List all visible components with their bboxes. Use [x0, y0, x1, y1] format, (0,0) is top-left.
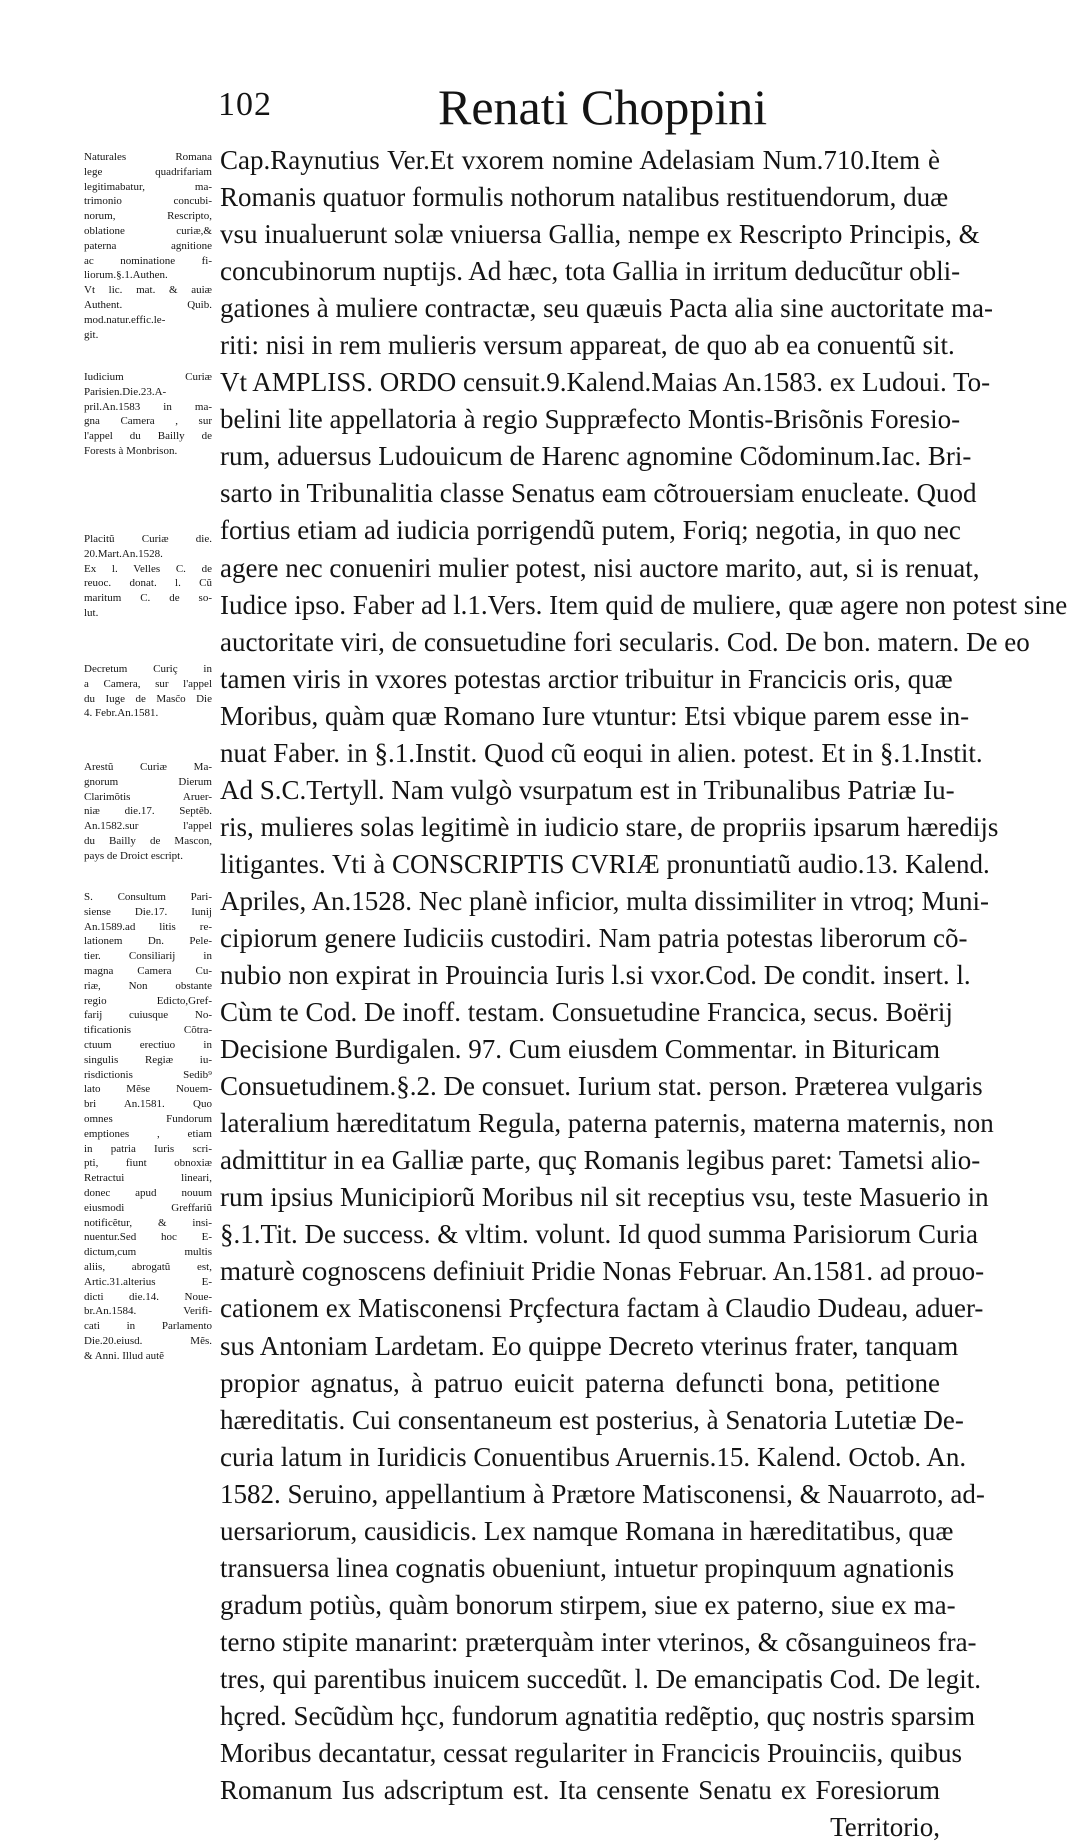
- margin-note-line: gnorum Dierum: [84, 775, 212, 788]
- text-line: rum, aduersus Ludouicum de Harenc agnomine Cõdominum.Iac. Bri-: [220, 441, 972, 472]
- margin-note-line: Ex l. Velles C. de: [84, 562, 212, 575]
- text-line: Consuetudinem.§.2. De consuet. Iurium stat. person. Præterea vulgaris: [220, 1071, 983, 1102]
- margin-note-line: in patria Iuris scri-: [84, 1142, 212, 1155]
- margin-note-line: Clarimõtis Aruer-: [84, 790, 212, 803]
- margin-note-line: Iudicium Curiæ: [84, 371, 212, 383]
- margin-note-line: Decretum Curiç in: [84, 663, 212, 675]
- margin-note-line: ctuum erectiuo in: [84, 1038, 212, 1051]
- margin-note-line: reuoc. donat. l. Cũ: [84, 577, 212, 590]
- text-line: hçred. Secũdùm hçc, fundorum agnatitia redẽptio, quç nostris sparsim: [220, 1700, 976, 1731]
- margin-note-line: dictum,cum multis: [84, 1246, 212, 1259]
- text-line: Vt AMPLISS. ORDO censuit.9.Kalend.Maias An.1583. ex Ludoui. To-: [220, 367, 991, 398]
- text-line: uersariorum, causidicis. Lex namque Romana in hæreditatibus, quæ: [220, 1515, 954, 1546]
- margin-note: [84, 760, 212, 864]
- text-line: Apriles, An.1528. Nec planè inficior, multa dissimiliter in vtroq; Muni-: [220, 885, 990, 916]
- margin-note-line: pti, fiunt obnoxiæ: [84, 1157, 212, 1170]
- margin-note-line: paterna agnitione: [84, 239, 212, 252]
- main-text-block: [220, 142, 1067, 1846]
- margin-note-line: Authent. Quib.: [84, 298, 212, 311]
- running-title: Renati Choppini: [438, 79, 768, 135]
- text-line: tres, qui parentibus inuicem succedũt. l. De emancipatis Cod. De legit.: [220, 1663, 982, 1694]
- text-line: belini lite appellatoria à regio Suppræfecto Montis-Brisõnis Foresio-: [220, 404, 961, 435]
- text-line: agere nec conueniri mulier potest, nisi auctore marito, aut, si is renuat,: [220, 552, 980, 583]
- margin-note-line: notificẽtur, & insi-: [84, 1216, 212, 1229]
- margin-note-line: eiusmodi Greffariũ: [84, 1201, 212, 1214]
- text-line: vsu inualuerunt solæ vniuersa Gallia, nempe ex Rescripto Principis, &: [220, 219, 980, 250]
- margin-note-line: emptiones , etiam: [84, 1127, 212, 1140]
- text-line: Iudice ipso. Faber ad l.1.Vers. Item quid de muliere, quæ agere non potest sine: [220, 589, 1067, 620]
- text-line: Romanis quatuor formulis nothorum natalibus restituendorum, duæ: [220, 182, 949, 213]
- text-line: nubio non expirat in Prouincia Iuris l.si vxor.Cod. De condit. insert. l.: [220, 960, 971, 991]
- margin-note-line: norum, Rescripto,: [84, 210, 212, 223]
- margin-note-line: Arestũ Curiæ Ma-: [84, 761, 212, 773]
- text-line: ris, mulieres solas legitimè in iudicio stare, de propriis ipsarum hæredijs: [220, 811, 999, 842]
- margin-note: [84, 150, 212, 342]
- margin-note-line: Naturales Romana: [84, 151, 212, 163]
- margin-note-line: tier. Consiliarij in: [84, 950, 212, 963]
- text-line: hæreditatis. Cui consentaneum est posterius, à Senatoria Lutetiæ De-: [220, 1404, 964, 1435]
- text-line: cipiorum genere Iudiciis custodiri. Nam patria potestas liberorum cõ-: [220, 922, 968, 953]
- margin-note-line: br.An.1584. Verifi-: [84, 1305, 212, 1318]
- margin-note-line: Forests à Monbrison.: [84, 444, 178, 457]
- text-line: transuersa linea cognatis obueniunt, intuetur propinquum agnationis: [220, 1552, 955, 1583]
- text-line: gradum potiùs, quàm bonorum stirpem, siue ex paterno, siue ex ma-: [220, 1589, 956, 1620]
- text-line: 1582. Seruino, appellantium à Prætore Matisconensi, & Nauarroto, ad-: [220, 1478, 985, 1509]
- text-line: litigantes. Vti à CONSCRIPTIS CVRIÆ pronuntiatũ audio.13. Kalend.: [220, 848, 990, 879]
- margin-note-line: oblatione curiæ,&: [84, 224, 212, 237]
- margin-note-line: Vt lic. mat. & auiæ: [84, 284, 212, 297]
- text-line: cationem ex Matisconensi Prçfectura factam à Claudio Dudeau, aduer-: [220, 1293, 984, 1324]
- text-line: Territorio,: [830, 1812, 940, 1843]
- margin-note-line: ac nominatione fi-: [84, 254, 212, 267]
- text-line: sus Antoniam Lardetam. Eo quippe Decreto vterinus frater, tanquam: [220, 1330, 959, 1361]
- margin-note: [84, 370, 212, 459]
- margin-note-line: du Iuge de Masc̃o Die: [84, 692, 212, 705]
- margin-note-line: singulis Regiæ iu-: [84, 1053, 212, 1066]
- text-line: Cùm te Cod. De inoff. testam. Consuetudine Francica, secus. Boërij: [220, 997, 953, 1028]
- margin-note-line: siense Die.17. Iunij: [84, 905, 212, 918]
- text-line: Moribus, quàm quæ Romano Iure vtuntur: Etsi vbique parem esse in-: [220, 700, 970, 731]
- margin-note-line: Artic.31.alterius E-: [84, 1275, 212, 1288]
- margin-note-line: niæ die.17. Septẽb.: [84, 805, 212, 818]
- margin-note-line: dicti die.14. Noue-: [84, 1290, 212, 1303]
- text-line: curia latum in Iuridicis Conuentibus Aruernis.15. Kalend. Octob. An.: [220, 1441, 967, 1472]
- text-line: Decisione Burdigalen. 97. Cum eiusdem Commentar. in Bituricam: [220, 1034, 940, 1065]
- margin-note-line: lut.: [84, 606, 99, 619]
- margin-note-line: Retractui lineari,: [84, 1172, 212, 1185]
- margin-note-line: & Anni. Illud autẽ: [84, 1349, 165, 1362]
- margin-note-line: mod.natur.effic.le-: [84, 313, 166, 326]
- margin-note-line: S. Consultum Pari-: [84, 891, 212, 903]
- margin-note-line: legitimabatur, ma-: [84, 180, 212, 193]
- margin-note-line: lato Mẽse Nouem-: [84, 1083, 212, 1096]
- margin-note-line: lationem Dn. Pele-: [84, 935, 212, 948]
- margin-note-line: An.1582.sur l'appel: [84, 820, 212, 833]
- margin-note-line: regio Edicto,Gref-: [84, 994, 212, 1007]
- text-line: lateralium hæreditatum Regula, paterna paternis, materna maternis, non: [220, 1108, 994, 1139]
- text-line: propior agnatus, à patruo euicit paterna defuncti bona, petitione: [220, 1367, 940, 1398]
- text-line: Moribus decantatur, cessat regulariter in Francicis Prouinciis, quibus: [220, 1738, 962, 1769]
- margin-note-line: omnes Fundorum: [84, 1112, 212, 1125]
- margin-note-line: pril.An.1583 in ma-: [84, 400, 212, 413]
- text-line: rum ipsius Municipiorũ Moribus nil sit receptius vsu, teste Masuerio in: [220, 1182, 989, 1213]
- margin-note-line: bri An.1581. Quo: [84, 1098, 212, 1111]
- running-head: [218, 78, 768, 142]
- margin-note-line: magna Camera Cu-: [84, 964, 212, 977]
- text-line: auctoritate viri, de consuetudine fori secularis. Cod. De bon. matern. De eo: [220, 626, 1030, 657]
- margin-note-line: riæ, Non obstante: [84, 979, 212, 992]
- text-line: §.1.Tit. De success. & vltim. volunt. Id quod summa Parisiorum Curia: [220, 1219, 978, 1250]
- margin-note-line: l'appel du Bailly de: [84, 430, 212, 443]
- margin-note-line: git.: [84, 328, 99, 341]
- margin-note-line: 20.Mart.An.1528.: [84, 547, 163, 560]
- text-line: fortius etiam ad iudicia porrigendũ putem, Foriq; negotia, in quo nec: [220, 515, 961, 546]
- margin-note-line: Parisien.Die.23.A-: [84, 385, 167, 398]
- margin-note-line: a Camera, sur l'appel: [84, 677, 212, 690]
- text-line: concubinorum nuptijs. Ad hæc, tota Gallia in irritum deducũtur obli-: [220, 256, 961, 287]
- margin-note: [84, 532, 212, 621]
- margin-note-line: An.1589.ad litis re-: [84, 920, 212, 933]
- margin-note-line: donec apud nouum: [84, 1186, 212, 1199]
- margin-note: [84, 662, 212, 721]
- margin-note-line: liorum.§.1.Authen.: [84, 269, 168, 282]
- text-line: sarto in Tribunalitia classe Senatus eam cõtrouersiam enucleate. Quod: [220, 478, 977, 509]
- text-line: maturè cognoscens definiuit Pridie Nonas Februar. An.1581. ad prouo-: [220, 1256, 985, 1287]
- margin-note-line: trimonio concubi-: [84, 195, 212, 208]
- page-number: 102: [218, 86, 272, 123]
- text-line: admittitur in ea Galliæ parte, quç Romanis legibus paret: Tametsi alio-: [220, 1145, 981, 1176]
- text-line: gationes à muliere contractæ, seu quæuis Pacta alia sine auctoritate ma-: [220, 293, 993, 324]
- text-line: riti: nisi in rem mulieris versum appareat, de quo ab ea conuentũ sit.: [220, 330, 955, 361]
- margin-note-line: 4. Febr.An.1581.: [84, 707, 159, 720]
- margin-note-line: aliis, abrogatũ est,: [84, 1260, 212, 1273]
- margin-note: [84, 890, 212, 1364]
- text-line: terno stipite manarint: præterquàm inter vterinos, & cõsanguineos fra-: [220, 1626, 977, 1657]
- margin-note-line: pays de Droict escript.: [84, 849, 183, 862]
- text-line: nuat Faber. in §.1.Instit. Quod cũ eoqui in alien. potest. Et in §.1.Instit.: [220, 737, 983, 768]
- margin-note-line: gna Camera , sur: [84, 415, 212, 428]
- text-line: Ad S.C.Tertyll. Nam vulgò vsurpatum est in Tribunalibus Patriæ Iu-: [220, 774, 955, 805]
- margin-note-line: farij cuiusque No-: [84, 1009, 212, 1022]
- margin-note-line: risdictionis Sedib⁹: [84, 1068, 212, 1081]
- margin-note-line: Die.20.eiusd. Mẽs.: [84, 1334, 212, 1347]
- margin-note-line: maritum C. de so-: [84, 592, 212, 605]
- margin-note-line: nuentur.Sed hoc E-: [84, 1231, 212, 1244]
- margin-note-line: cati in Parlamento: [84, 1320, 212, 1333]
- text-line: tamen viris in vxores potestas arctior tribuitur in Francicis oris, quæ: [220, 663, 953, 694]
- margin-note-line: du Bailly de Mascon,: [84, 834, 212, 847]
- text-line: Cap.Raynutius Ver.Et vxorem nomine Adelasiam Num.710.Item è: [220, 145, 940, 175]
- text-line: Romanum Ius adscriptum est. Ita censente Senatu ex Foresiorum: [220, 1775, 940, 1806]
- margin-note-line: lege quadrifariam: [84, 165, 212, 178]
- margin-note-line: tificationis Cõtra-: [84, 1024, 212, 1037]
- margin-note-line: Placitũ Curiæ die.: [84, 533, 212, 545]
